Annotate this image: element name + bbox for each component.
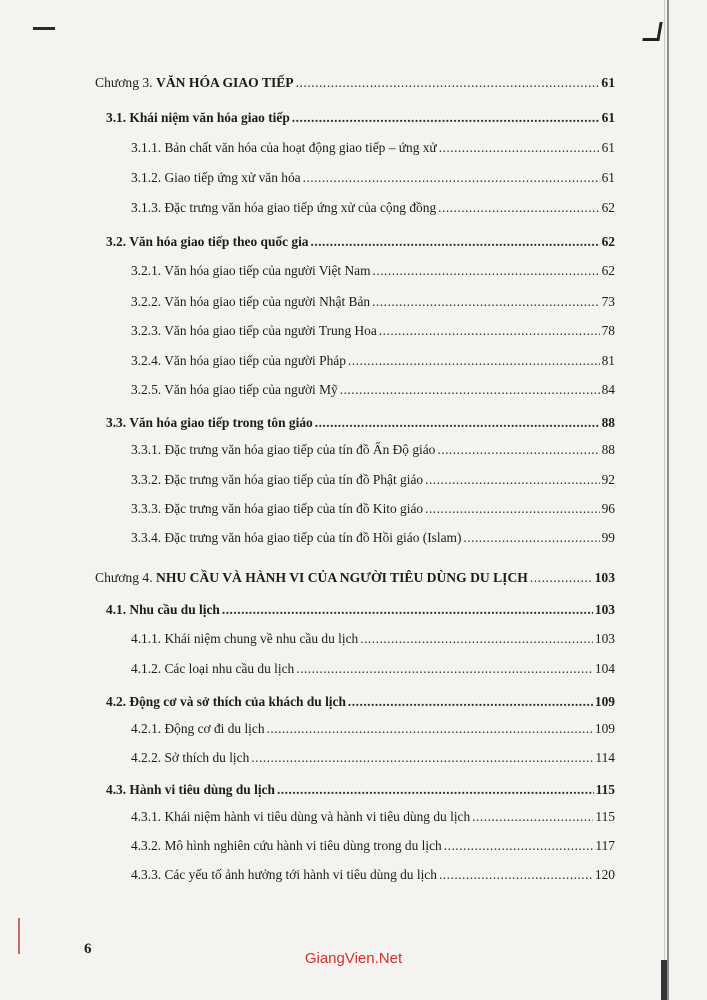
toc-page-number: 103	[594, 602, 615, 617]
toc-section-entry	[106, 233, 615, 251]
chapter-title: VĂN HÓA GIAO TIẾP	[156, 75, 294, 90]
watermark-text: GiangVien.Net	[304, 950, 403, 967]
toc-entry-title	[95, 569, 528, 587]
toc-entry-title: 4.3.2. Mô hình nghiên cứu hành vi tiêu dùng trong du lịch	[131, 838, 442, 853]
scan-artifact-mark	[33, 27, 55, 30]
scan-edge-red	[18, 918, 20, 954]
toc-entry-title: 3.2.1. Văn hóa giao tiếp của người Việt Nam	[131, 263, 371, 278]
toc-page-number: 104	[594, 661, 615, 676]
toc-entry-title: 3.1.1. Bản chất văn hóa của hoạt động giao tiếp – ứng xử	[131, 140, 437, 155]
toc-section-entry	[106, 109, 615, 127]
toc-entry-title: 4.1.1. Khái niệm chung về nhu cầu du lịch	[131, 631, 359, 646]
toc-entry-title: 3.2.2. Văn hóa giao tiếp của người Nhật Bản	[131, 294, 371, 309]
toc-page-number: 73	[601, 294, 615, 309]
toc-sub-entry	[131, 808, 615, 826]
toc-entry-title: 4.2. Động cơ và sở thích của khách du lịch	[106, 694, 346, 709]
dot-leader	[463, 529, 599, 547]
dot-leader	[303, 169, 600, 187]
dot-leader	[296, 660, 593, 678]
toc-sub-entry	[131, 720, 615, 738]
dot-leader	[340, 381, 600, 399]
toc-sub-entry	[131, 500, 615, 518]
toc-entry-title: 4.3.1. Khái niệm hành vi tiêu dùng và hành vi tiêu dùng du lịch	[131, 809, 471, 824]
toc-chapter-entry	[95, 569, 615, 587]
dot-leader	[437, 441, 599, 459]
toc-sub-entry	[131, 199, 615, 217]
toc-section-entry	[106, 781, 615, 799]
chapter-prefix: Chương 3.	[95, 75, 153, 90]
scan-artifact-corner	[642, 22, 662, 41]
toc-page-number: 109	[594, 694, 615, 709]
toc-entry-title: 3.2. Văn hóa giao tiếp theo quốc gia	[106, 234, 309, 249]
scan-edge-shadow	[667, 0, 669, 1000]
toc-page-number: 120	[594, 867, 615, 882]
toc-page-number: 61	[601, 140, 615, 155]
toc-sub-entry	[131, 660, 615, 678]
page-number: 6	[84, 941, 92, 957]
dot-leader	[472, 808, 593, 826]
dot-leader	[267, 720, 593, 738]
toc-page-number: 62	[601, 263, 615, 278]
toc-sub-entry	[131, 262, 615, 280]
dot-leader	[439, 139, 600, 157]
toc-page-number: 61	[601, 170, 615, 185]
dot-leader	[296, 74, 600, 92]
toc-entry-title: 4.1. Nhu cầu du lịch	[106, 602, 220, 617]
toc-entry-title: 4.2.1. Động cơ đi du lịch	[131, 721, 265, 736]
dot-leader	[251, 749, 593, 767]
toc-sub-entry	[131, 169, 615, 187]
chapter-title: NHU CẦU VÀ HÀNH VI CỦA NGƯỜI TIÊU DÙNG DU LỊCH	[156, 570, 528, 585]
toc-sub-entry	[131, 139, 615, 157]
toc-entry-title: 3.3.3. Đặc trưng văn hóa giao tiếp của tín đồ Kito giáo	[131, 501, 424, 516]
toc-page-number: 99	[601, 530, 615, 545]
toc-page-number: 88	[601, 442, 615, 457]
toc-page-number: 109	[594, 721, 615, 736]
dot-leader	[425, 500, 600, 518]
chapter-prefix: Chương 4.	[95, 570, 153, 585]
toc-page-number: 78	[601, 323, 615, 338]
toc-entry-title: 4.3. Hành vi tiêu dùng du lịch	[106, 782, 275, 797]
toc-entry-title: 4.1.2. Các loại nhu cầu du lịch	[131, 661, 295, 676]
toc-page-number: 92	[601, 472, 615, 487]
scan-edge-line	[664, 0, 665, 1000]
toc-sub-entry	[131, 441, 615, 459]
toc-page-number: 61	[601, 110, 615, 125]
toc-entry-title: 4.3.3. Các yếu tố ảnh hưởng tới hành vi tiêu dùng du lịch	[131, 867, 437, 882]
toc-entry-title: 3.1. Khái niệm văn hóa giao tiếp	[106, 110, 290, 125]
toc-sub-entry	[131, 837, 615, 855]
toc-entry-title	[95, 74, 294, 92]
toc-entry-title: 4.2.2. Sở thích du lịch	[131, 750, 250, 765]
toc-page-number: 61	[601, 75, 615, 90]
toc-sub-entry	[131, 293, 615, 311]
toc-entry-title: 3.3.4. Đặc trưng văn hóa giao tiếp của tín đồ Hồi giáo (Islam)	[131, 530, 462, 545]
dot-leader	[222, 601, 593, 619]
dot-leader	[425, 471, 600, 489]
toc-page-number: 96	[601, 501, 615, 516]
dot-leader	[292, 109, 600, 127]
toc-sub-entry	[131, 529, 615, 547]
dot-leader	[379, 322, 600, 340]
toc-sub-entry	[131, 381, 615, 399]
dot-leader	[311, 233, 600, 251]
toc-entry-title: 3.2.4. Văn hóa giao tiếp của người Pháp	[131, 353, 346, 368]
toc-sub-entry	[131, 471, 615, 489]
toc-page-number: 84	[601, 382, 615, 397]
toc-section-entry	[106, 414, 615, 432]
toc-section-entry	[106, 693, 615, 711]
toc-section-entry	[106, 601, 615, 619]
toc-chapter-entry	[95, 74, 615, 92]
toc-page-number: 81	[601, 353, 615, 368]
dot-leader	[373, 262, 600, 280]
toc-page-number: 62	[601, 200, 615, 215]
dot-leader	[277, 781, 594, 799]
dot-leader	[438, 199, 599, 217]
toc-sub-entry	[131, 322, 615, 340]
toc-entry-title: 3.3.1. Đặc trưng văn hóa giao tiếp của tín đồ Ấn Độ giáo	[131, 442, 436, 457]
toc-page-number: 62	[601, 234, 615, 249]
dot-leader	[439, 866, 593, 884]
dot-leader	[444, 837, 594, 855]
toc-page-number: 117	[595, 838, 615, 853]
dot-leader	[348, 352, 600, 370]
dot-leader	[530, 569, 593, 587]
toc-sub-entry	[131, 749, 615, 767]
toc-sub-entry	[131, 866, 615, 884]
toc-entry-title: 3.3. Văn hóa giao tiếp trong tôn giáo	[106, 415, 313, 430]
toc-sub-entry	[131, 352, 615, 370]
toc-entry-title: 3.1.2. Giao tiếp ứng xử văn hóa	[131, 170, 301, 185]
toc-entry-title: 3.3.2. Đặc trưng văn hóa giao tiếp của tín đồ Phật giáo	[131, 472, 424, 487]
toc-page-number: 88	[601, 415, 615, 430]
toc-entry-title: 3.1.3. Đặc trưng văn hóa giao tiếp ứng xử của cộng đồng	[131, 200, 437, 215]
dot-leader	[315, 414, 600, 432]
toc-page-number: 103	[594, 570, 615, 585]
dot-leader	[360, 630, 593, 648]
toc-entry-title: 3.2.5. Văn hóa giao tiếp của người Mỹ	[131, 382, 338, 397]
toc-page-number: 115	[595, 782, 615, 797]
toc-entry-title: 3.2.3. Văn hóa giao tiếp của người Trung Hoa	[131, 323, 377, 338]
toc-page-number: 115	[595, 809, 615, 824]
toc-page-number: 103	[594, 631, 615, 646]
dot-leader	[348, 693, 593, 711]
dot-leader	[372, 293, 600, 311]
toc-page-number: 114	[595, 750, 615, 765]
toc-sub-entry	[131, 630, 615, 648]
